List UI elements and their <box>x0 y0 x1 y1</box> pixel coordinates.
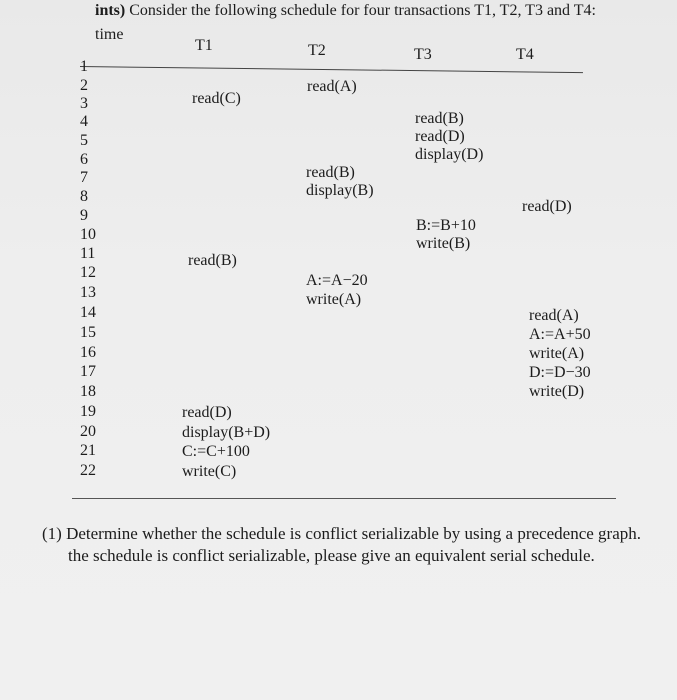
t1-operation: display(B+D) <box>182 424 271 441</box>
time-row: 5 <box>80 132 88 149</box>
t2-operation: read(B) <box>306 164 355 181</box>
time-row: 20 <box>80 423 96 440</box>
question-text <box>42 523 677 567</box>
time-row: 17 <box>80 363 96 380</box>
t3-operation: display(D) <box>415 146 484 163</box>
time-row: 8 <box>80 188 88 205</box>
time-row: 2 <box>80 77 88 94</box>
time-row: 19 <box>80 403 96 420</box>
time-row: 6 <box>80 151 88 168</box>
points-label: ints) <box>95 2 126 19</box>
time-row: 14 <box>80 304 96 321</box>
question-line-2: the schedule is conflict serializable, please give an equivalent serial schedule. <box>68 546 595 565</box>
time-row: 1 <box>80 58 88 75</box>
column-header-t1: T1 <box>195 37 213 54</box>
time-row: 4 <box>80 113 88 130</box>
t4-operation: write(D) <box>529 383 585 400</box>
column-header-t4: T4 <box>516 46 534 63</box>
column-header-t3: T3 <box>414 46 432 63</box>
time-row: 15 <box>80 324 96 341</box>
time-row: 3 <box>80 95 88 112</box>
time-row: 10 <box>80 226 96 243</box>
t1-operation: write(C) <box>182 463 237 480</box>
problem-header <box>95 2 596 20</box>
time-row: 16 <box>80 344 96 361</box>
time-row: 9 <box>80 207 88 224</box>
t1-operation: read(B) <box>188 252 237 269</box>
time-row: 21 <box>80 442 96 459</box>
t4-operation: A:=A+50 <box>529 326 591 343</box>
question-line-1: (1) Determine whether the schedule is conflict serializable by using a precedence graph. <box>42 524 641 543</box>
column-header-t2: T2 <box>308 42 326 59</box>
header-rule <box>80 66 583 73</box>
problem-statement: Consider the following schedule for four transactions T1, T2, T3 and T4: <box>129 2 596 19</box>
t3-operation: write(B) <box>416 235 471 252</box>
t1-operation: C:=C+100 <box>182 443 250 460</box>
t1-operation: read(D) <box>182 404 232 421</box>
time-row: 13 <box>80 284 96 301</box>
t2-operation: A:=A−20 <box>306 272 368 289</box>
column-header-time: time <box>95 26 124 43</box>
t4-operation: read(D) <box>522 198 572 215</box>
t2-operation: display(B) <box>306 182 374 199</box>
t3-operation: B:=B+10 <box>416 217 476 234</box>
time-row: 22 <box>80 462 96 479</box>
t2-operation: read(A) <box>307 78 357 95</box>
time-row: 7 <box>80 169 88 186</box>
time-row: 18 <box>80 383 96 400</box>
t1-operation: read(C) <box>192 90 241 107</box>
t3-operation: read(D) <box>415 128 465 145</box>
t4-operation: read(A) <box>529 307 579 324</box>
t4-operation: write(A) <box>529 345 585 362</box>
t3-operation: read(B) <box>415 110 464 127</box>
time-row: 11 <box>80 245 96 262</box>
time-row: 12 <box>80 264 96 281</box>
t4-operation: D:=D−30 <box>529 364 591 381</box>
t2-operation: write(A) <box>306 291 362 308</box>
table-bottom-rule <box>72 498 616 499</box>
